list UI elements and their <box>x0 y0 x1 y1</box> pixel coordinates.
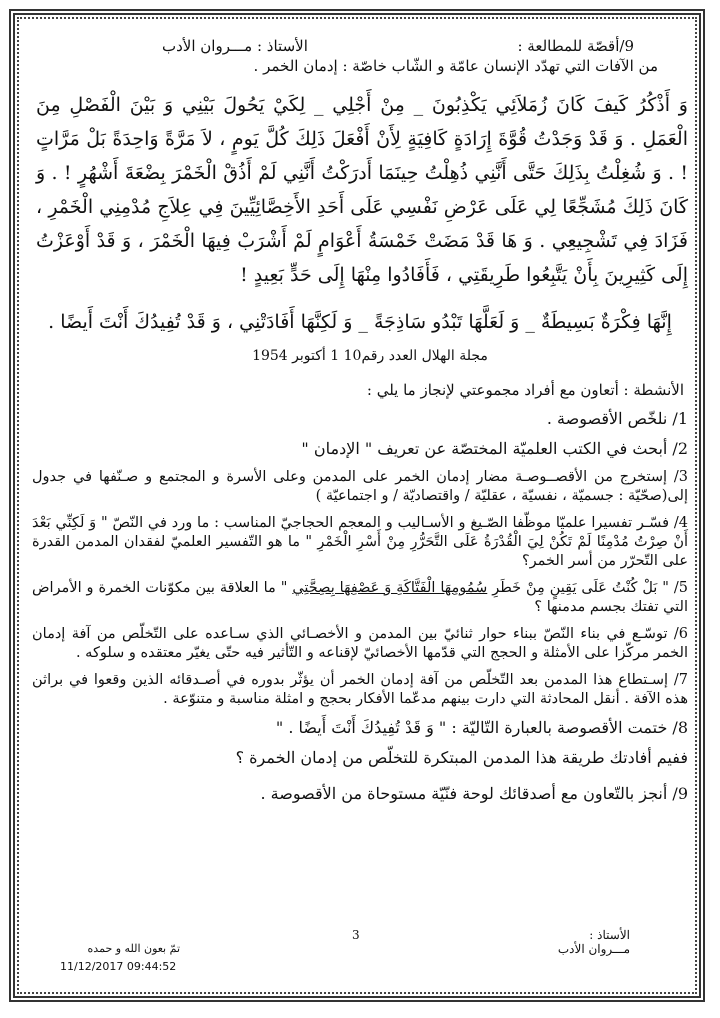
activity-item: 7/ إسـتطاع هذا المدمن بعد التّخلّص من آفة إدمان الخمر أن يؤثّر بدوره في أصـدقائه الذين وقعوا في براثن هذه الآفة . أنقل المحادثة التي دارت بينهم مدعّما الأفكار بحجج و امثلة مناسبة و متنوّعة . <box>32 672 688 707</box>
footer-teacher-label: الأستاذ : <box>589 928 630 942</box>
activity-5-rest: " ما العلاقة بين مكوّنات الخمرة و الأمراض التي تفتك بجسم مدمنها ؟ <box>32 580 688 615</box>
activity-item: 3/ إستخرج من الأقصــوصـة مضار إدمان الخمر على المدمن وعلى الأسرة و المجتمع و صـنّفها في جدول إلى(صحّيّة : جسميّة ، نفسيّة ، عقليّة / واقتصاديّة / و اجتماعيّة ) <box>32 469 688 504</box>
activity-item: 9/ أنجز بالتّعاون مع أصدقائك لوحة فنّيّة مستوحاة من الأقصوصة . <box>260 784 688 803</box>
activity-5-start: 5/ " بَلْ كُنْتُ عَلَى يَقِينٍ مِنْ خَطَرِ <box>487 580 688 596</box>
page-content <box>32 36 688 813</box>
footer-teacher <box>558 928 630 956</box>
header-title: 9/أقصّة للمطالعة : <box>517 37 634 55</box>
header-row <box>32 36 634 56</box>
footer-closing: تمّ بعون الله و حمده <box>87 942 180 955</box>
story-text <box>36 88 688 292</box>
footer <box>0 926 720 986</box>
activities-intro: الأنشطة : أتعاون مع أفراد مجموعتي لإنجاز ما يلي : <box>366 381 684 399</box>
source-citation: مجلة الهلال العدد رقم10 1 أكتوبر 1954 <box>252 348 488 364</box>
header-subtitle: من الآفات التي تهدّد الإنسان عامّة و الشّاب خاصّة : إدمان الخمر . <box>253 57 658 75</box>
activity-item: 1/ نلخّص الأقصوصة . <box>546 409 688 428</box>
page-number: 3 <box>352 928 360 942</box>
activity-item: ففيم أفادتك طريقة هذا المدمن المبتكرة للتخلّص من إدمان الخمرة ؟ <box>235 748 688 767</box>
story-quote: إِنَّهَا فِكْرَةٌ بَسِيطَةٌ _ وَ لَعَلَّهَا تَبْدُو سَاذِجَةً _ وَ لَكِنَّهَا أَفَادَتْنِي ، وَ قَدْ تُفِيدُكَ أَنْتَ أَيضًا . <box>48 311 672 333</box>
activity-item: 2/ أبحث في الكتب العلميّة المختصّة عن تعريف " الإدمان " <box>301 439 688 458</box>
activity-5-underlined: سُمُومِهَا الْفَتَّاكَةِ وَ عَصْفِهَا بِصِحَّتِي <box>292 580 488 596</box>
story-paragraph: وَ أَذْكُرُ كَيفَ كَانَ زُمَلاَئِي يَكْذِبُونَ _ مِنْ أَجْلِي _ لِكَيْ يَحُولَ بَيْنِي وَ بَيْنَ الْفَصْلِ مِنَ الْعَمَلِ . وَ قَدْ وَجَدْتُ قُوَّةَ إِرَادَةٍ كَافِيَةٍ لِأَنْ أَفْعَلَ ذَلِكَ كُلَّ يَومٍ ، لاَ مَرَّةً وَاحِدَةً بَلْ مَرَّاتٍ ! . وَ شُغِلْتُ بِذَلِكَ حَتَّى أَنَّنِي ذُهِلْتُ حِينَمَا أَدرَكْتُ أَنَّنِي لَمْ أَذُقْ الْخَمْرَ بِضْعَةَ أَشْهُرٍ ! . وَ كَانَ ذَلِكَ مُشَجِّعًا لِي عَلَى عَرْضِ نَفْسِي عَلَى أَحَدِ الأَخِصَّائِيِّينَ فِي عِلاَجِ مُدْمِنِي الْخَمْرِ ، فَزَادَ فِي تَشْجِيعِي . وَ هَا قَدْ مَضَتْ خَمْسَةُ أَعْوَامٍ لَمْ أَشْرَبْ فِيهَا الْخَمْرَ ، وَ قَدْ أَوْعَزْتُ إِلَى كَثِيرِينَ بِأَنْ يَتَّبِعُوا طَرِيقَتِي ، فَأَفَادُوا مِنْهَا إِلَى حَدٍّ بَعِيدٍ ! <box>36 94 688 286</box>
footer-teacher-name: مـــروان الأدب <box>557 942 630 956</box>
activity-item: 4/ فسّـر تفسيرا علميّا موظّفا الصّـيغ و الأسـاليب و المعجم الحجاجيّ المناسب : ما ورد في النّصّ " وَ لَكِنِّي بَعْدَ أَنْ صِرْتُ مُدْمِنًا لَمْ تَكُنْ لِيَ الْقُدْرَةُ عَلَى التَّحَرُّرِ مِنْ أَسْرِ الْخَمْرِ " ما هو التّفسير العلميّ لفقدان المدمن القدرة على التّحرّر من أسر الخمر؟ <box>32 515 688 569</box>
activity-item: 6/ توسّـع في بناء النّصّ ببناء حوار ثنائيّ بين المدمن و الأخصـائي الذي سـاعده على التّخلّص من آفة إدمان الخمر مركّزا على الأمثلة و الحجج التي قدّمها الأخصائيّ لإقناعه و التّأثير فيه حتّى يغيّر معتقده و سلوكه . <box>32 626 688 661</box>
activity-item-5 <box>32 579 688 617</box>
header-teacher: الأستاذ : مـــروان الأدب <box>162 37 308 55</box>
activity-item: 8/ ختمت الأقصوصة بالعبارة التّاليّة : " وَ قَدْ تُفِيدُكَ أَنْتَ أَيضًا . " <box>275 718 688 737</box>
activities-list <box>32 408 688 805</box>
footer-date: 11/12/2017 09:44:52 <box>60 960 177 973</box>
